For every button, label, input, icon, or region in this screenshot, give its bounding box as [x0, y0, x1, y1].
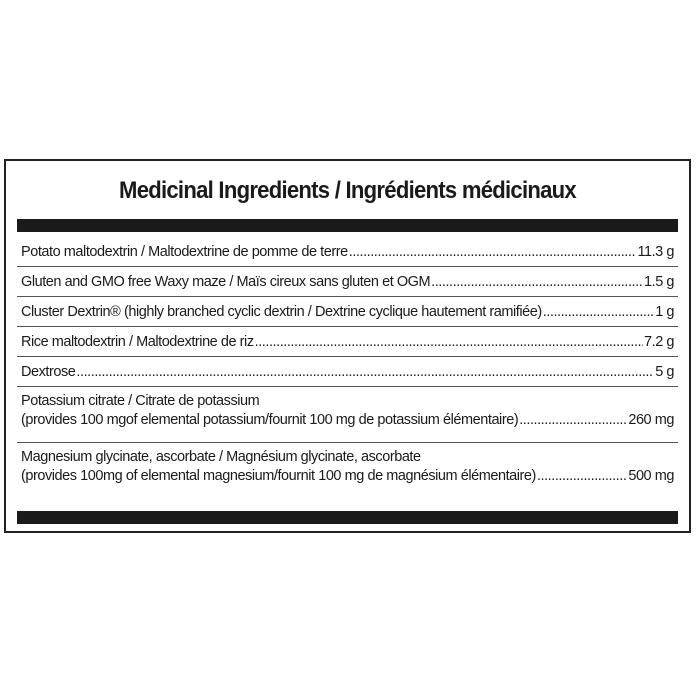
ingredient-label: Dextrose [21, 364, 76, 380]
ingredient-label: Potato maltodextrin / Maltodextrine de pomme de terre [21, 244, 348, 260]
ingredient-label: Rice maltodextrin / Maltodextrine de riz [21, 334, 254, 350]
ingredient-amount: 260 mg [628, 412, 674, 428]
dot-leader [76, 363, 654, 382]
ingredient-detail: (provides 100mg of elemental magnesium/fournit 100 mg de magnésium élémentaire) [21, 468, 536, 484]
ingredient-amount: 1.5 g [644, 274, 674, 290]
ingredient-row [17, 327, 678, 357]
ingredient-row [17, 297, 678, 327]
panel-title: Medicinal Ingredients / Ingrédients médicinaux [119, 177, 576, 204]
dot-leader [519, 411, 627, 430]
ingredient-row [17, 443, 678, 499]
ingredient-label: Magnesium glycinate, ascorbate / Magnésium glycinate, ascorbate [21, 449, 421, 465]
ingredients-list [17, 237, 678, 499]
ingredient-amount: 1 g [655, 304, 674, 320]
ingredient-label: Potassium citrate / Citrate de potassium [21, 393, 260, 409]
dot-leader [431, 273, 643, 292]
ingredient-amount: 500 mg [628, 468, 674, 484]
ingredient-row [17, 387, 678, 443]
ingredient-row [17, 237, 678, 267]
dot-leader [543, 303, 654, 322]
ingredient-detail: (provides 100 mgof elemental potassium/fournit 100 mg de potassium élémentaire) [21, 412, 519, 428]
ingredient-row [17, 267, 678, 297]
ingredients-panel [4, 159, 691, 533]
ingredient-amount: 5 g [655, 364, 674, 380]
ingredient-label: Cluster Dextrin® (highly branched cyclic dextrin / Dextrine cyclique hautement ramifiée) [21, 304, 542, 320]
dot-leader [349, 243, 637, 262]
top-divider [17, 219, 678, 232]
ingredient-amount: 7.2 g [644, 334, 674, 350]
ingredient-amount: 11.3 g [637, 244, 674, 260]
ingredient-label: Gluten and GMO free Waxy maze / Maïs cireux sans gluten et OGM [21, 274, 431, 290]
dot-leader [255, 333, 643, 352]
bottom-divider [17, 511, 678, 524]
dot-leader [537, 467, 627, 486]
ingredient-row [17, 357, 678, 387]
